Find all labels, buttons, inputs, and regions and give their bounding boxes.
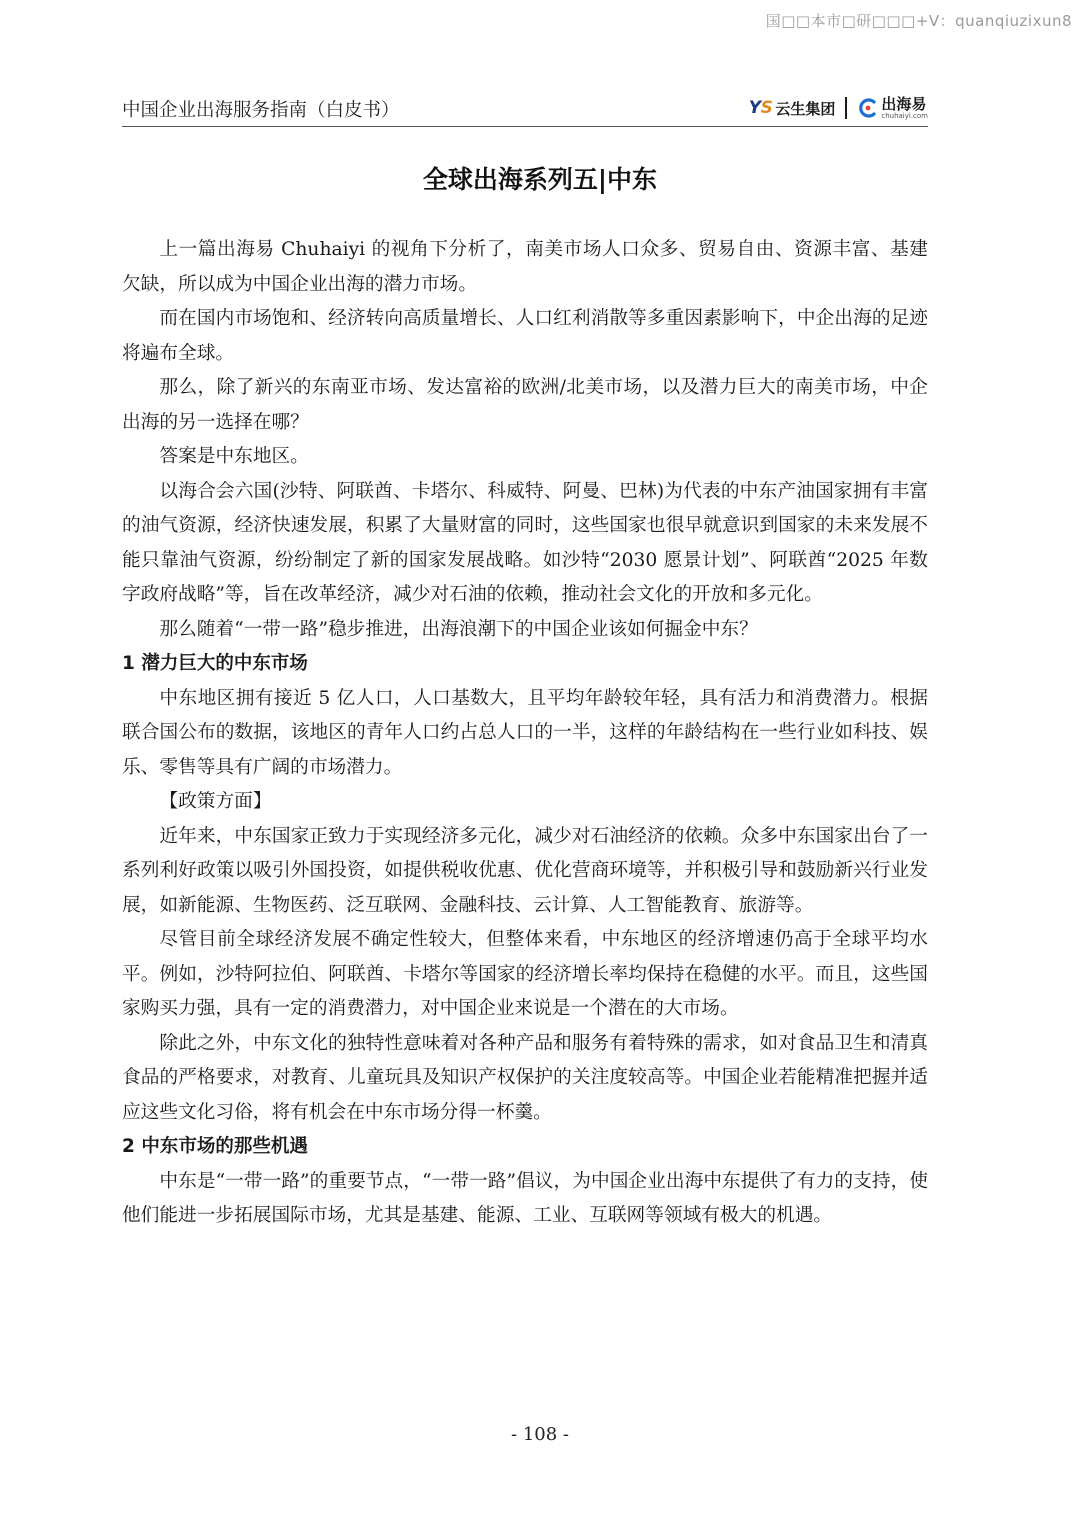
- chuhaiyi-logo-icon: [857, 97, 879, 119]
- paragraph: 近年来，中东国家正致力于实现经济多元化，减少对石油经济的依赖。众多中东国家出台了一系列利好政策以吸引外国投资，如提供税收优惠、优化营商环境等，并积极引导和鼓励新兴行业发展，如新能源、生物医药、泛互联网、金融科技、云计算、人工智能教育、旅游等。: [122, 825, 928, 916]
- paragraph: 那么随着“一带一路”稳步推进，出海浪潮下的中国企业该如何掘金中东？: [159, 618, 758, 640]
- body-content: [122, 233, 928, 1234]
- paragraph: 尽管目前全球经济发展不确定性较大，但整体来看，中东地区的经济增速仍高于全球平均水平。例如，沙特阿拉伯、阿联酋、卡塔尔等国家的经济增长率均保持在稳健的水平。而且，这些国家购买力强，具有一定的消费潜力，对中国企业来说是一个潜在的大市场。: [122, 929, 928, 1019]
- paragraph: 上一篇出海易 Chuhaiyi 的视角下分析了，南美市场人口众多、贸易自由、资源丰富、基建欠缺，所以成为中国企业出海的潜力市场。: [122, 239, 928, 295]
- page-number: - 108 -: [511, 1424, 569, 1445]
- page-header: [122, 94, 928, 127]
- paragraph: 中东是“一带一路”的重要节点，“一带一路”倡议，为中国企业出海中东提供了有力的支持，使他们能进一步拓展国际市场，尤其是基建、能源、工业、互联网等领域有极大的机遇。: [122, 1170, 928, 1226]
- section-heading-2: 2 中东市场的那些机遇: [122, 1136, 308, 1157]
- section-heading-1: 1 潜力巨大的中东市场: [122, 653, 308, 674]
- ys-logo-name: 云生集团: [775, 99, 836, 118]
- paragraph: 而在国内市场饱和、经济转向高质量增长、人口红利消散等多重因素影响下，中企出海的足迹将遍布全球。: [122, 308, 928, 364]
- ys-logo-mark: YS: [748, 98, 773, 118]
- page-title: 全球出海系列五|中东: [422, 165, 658, 194]
- document-title: 中国企业出海服务指南（白皮书）: [122, 100, 400, 121]
- paragraph: 答案是中东地区。: [159, 446, 309, 467]
- subsection-label: 【政策方面】: [159, 791, 272, 812]
- chuhaiyi-logo-name: 出海易: [881, 94, 927, 113]
- paragraph: 中东地区拥有接近 5 亿人口，人口基数大，且平均年龄较年轻，具有活力和消费潜力。根据联合国公布的数据，该地区的青年人口约占总人口的一半，这样的年龄结构在一些行业如科技、娱乐、零售等具有广阔的市场潜力。: [122, 687, 928, 778]
- watermark-text: 国□□本市□研□□□+V：quanqiuzixun8: [765, 12, 1072, 30]
- chuhaiyi-logo-text: [881, 94, 928, 120]
- paragraph: 那么，除了新兴的东南亚市场、发达富裕的欧洲/北美市场，以及潜力巨大的南美市场，中企出海的另一选择在哪？: [122, 377, 928, 433]
- logo-divider: [845, 97, 847, 119]
- chuhaiyi-logo-url: chuhaiyi.com: [881, 111, 928, 120]
- paragraph: 除此之外，中东文化的独特性意味着对各种产品和服务有着特殊的需求，如对食品卫生和清真食品的严格要求，对教育、儿童玩具及知识产权保护的关注度较高等。中国企业若能精准把握并适应这些文化习俗，将有机会在中东市场分得一杯羹。: [122, 1032, 928, 1123]
- paragraph: 以海合会六国(沙特、阿联酋、卡塔尔、科威特、阿曼、巴林)为代表的中东产油国家拥有丰富的油气资源，经济快速发展，积累了大量财富的同时，这些国家也很早就意识到国家的未来发展不能只靠油气资源，纷纷制定了新的国家发展战略。如沙特“2030 愿景计划”、阿联酋“2025 年数字政府战略”等，旨在改革经济，减少对石油的依赖，推动社会文化的开放和多元化。: [122, 480, 928, 605]
- header-logos: [749, 94, 928, 122]
